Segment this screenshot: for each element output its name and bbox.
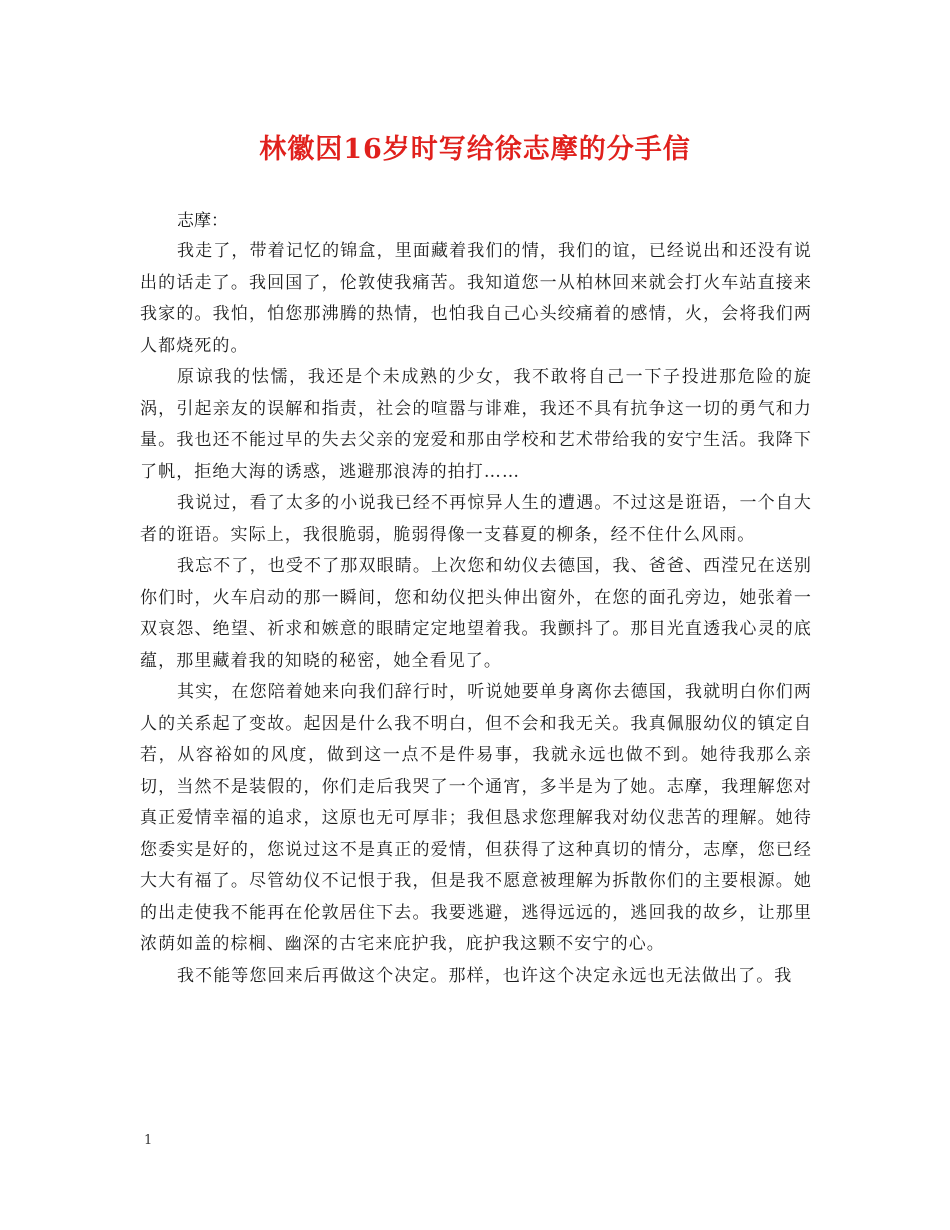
paragraph-2: 原谅我的怯懦，我还是个未成熟的少女，我不敢将自己一下子投进那危险的旋涡，引起亲友的误解和指责，社会的喧嚣与诽难，我还不具有抗争这一切的勇气和力量。我也还不能过早的失去父亲的宠爱和那由学校和艺术带给我的安宁生活。我降下了帆，拒绝大海的诱惑，逃避那浪涛的拍打……: [140, 367, 812, 482]
paragraph-5: 其实，在您陪着她来向我们辞行时，听说她要单身离你去德国，我就明白你们两人的关系起了变故。起因是什么我不明白，但不会和我无关。我真佩服幼仪的镇定自若，从容裕如的风度，做到这一点不是件易事，我就永远也做不到。她待我那么亲切，当然不是装假的，你们走后我哭了一个通宵，多半是为了她。志摩，我理解您对真正爱情幸福的追求，这原也无可厚非；我但恳求您理解我对幼仪悲苦的理解。她待您委实是好的，您说过这不是真正的爱情，但获得了这种真切的情分，志摩，您已经大大有福了。尽管幼仪不记恨于我，但是我不愿意被理解为拆散你们的主要根源。她的出走使我不能再在伦敦居住下去。我要逃避，逃得远远的，逃回我的故乡，让那里浓荫如盖的棕榈、幽深的古宅来庇护我，庇护我这颗不安宁的心。: [140, 682, 812, 954]
paragraph-6: 我不能等您回来后再做这个决定。那样，也许这个决定永远也无法做出了。我: [177, 965, 793, 986]
paragraph-4: 我忘不了，也受不了那双眼睛。上次您和幼仪去德国，我、爸爸、西滢兄在送别你们时，火车启动的那一瞬间，您和幼仪把头伸出窗外，在您的面孔旁边，她张着一双哀怨、绝望、祈求和嫉意的眼睛定定地望着我。我颤抖了。那目光直透我心灵的底蕴，那里藏着我的知晓的秘密，她全看见了。: [140, 556, 812, 671]
paragraph-1: 我走了，带着记忆的锦盒，里面藏着我们的情，我们的谊，已经说出和还没有说出的话走了。我回国了，伦敦使我痛苦。我知道您一从柏林回来就会打火车站直接来我家的。我怕，怕您那沸腾的热情，也怕我自己心头绞痛着的感情，火，会将我们两人都烧死的。: [140, 241, 812, 356]
page-title: 林徽因16岁时写给徐志摩的分手信: [259, 134, 691, 165]
letter-body: [140, 206, 812, 992]
salutation: 志摩：: [177, 211, 228, 231]
page-number: 1: [144, 1133, 153, 1148]
paragraph-3: 我说过，看了太多的小说我已经不再惊异人生的遭遇。不过这是诳语，一个自大者的诳语。实际上，我很脆弱，脆弱得像一支暮夏的柳条，经不住什么风雨。: [140, 493, 812, 545]
